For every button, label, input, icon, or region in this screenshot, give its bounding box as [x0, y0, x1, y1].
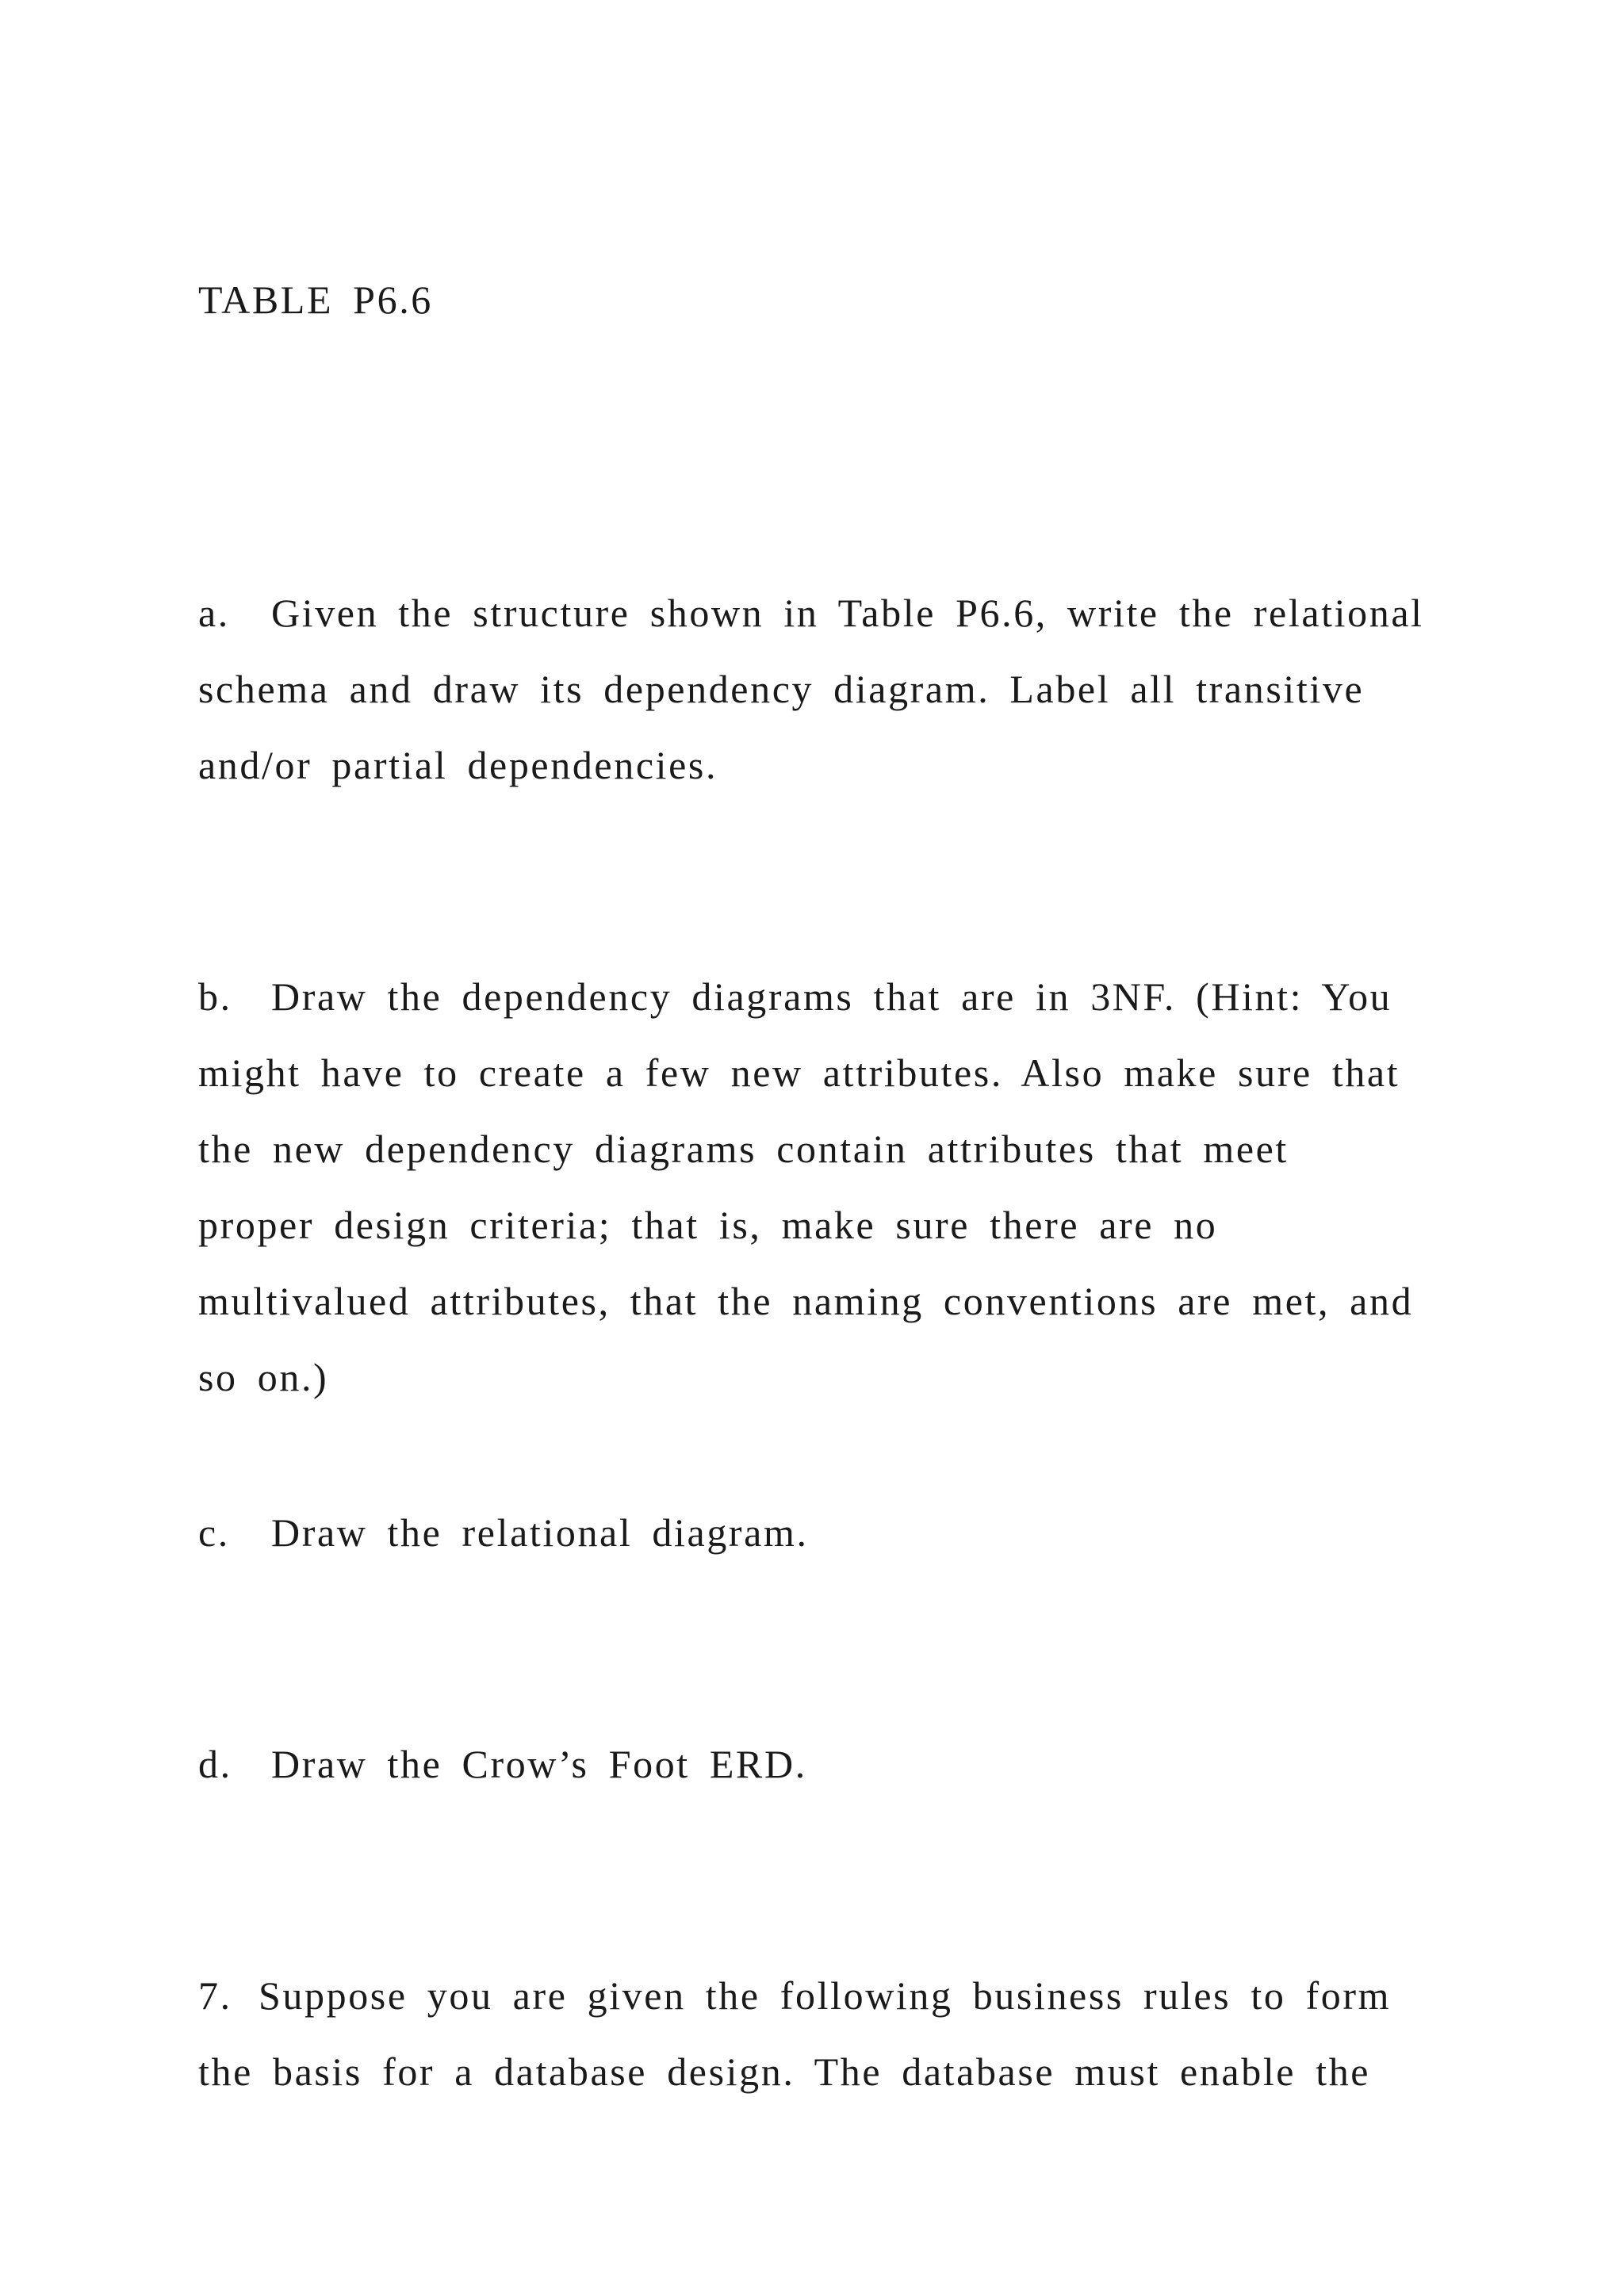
question-7-line-2: the basis for a database design. The database must enable the	[198, 2049, 1371, 2094]
question-c-marker: c.	[198, 1510, 230, 1555]
question-d-line-1: d. Draw the Crow’s Foot ERD.	[198, 1726, 1467, 1802]
question-b-line-5: multivalued attributes, that the naming conventions are met, and	[198, 1279, 1414, 1323]
question-c	[198, 1494, 1467, 1571]
heading-text: TABLE P6.6	[198, 277, 433, 322]
question-d-marker: d.	[198, 1742, 232, 1786]
question-7	[198, 1957, 1467, 2110]
table-heading	[198, 262, 1467, 338]
question-a-line-2: schema and draw its dependency diagram. Label all transitive	[198, 667, 1365, 711]
question-b-line-3: the new dependency diagrams contain attributes that meet	[198, 1127, 1289, 1171]
question-b-line-1: b. Draw the dependency diagrams that are in 3NF. (Hint: You	[198, 959, 1467, 1035]
question-a	[198, 575, 1467, 803]
question-b-line-2: might have to create a few new attributes. Also make sure that	[198, 1050, 1400, 1095]
question-b-line-6: so on.)	[198, 1355, 329, 1399]
question-a-marker: a.	[198, 591, 230, 635]
question-a-line-3: and/or partial dependencies.	[198, 743, 718, 787]
question-7-line-1: 7. Suppose you are given the following business rules to form	[198, 1957, 1467, 2034]
question-b	[198, 959, 1467, 1415]
question-c-line-1: c. Draw the relational diagram.	[198, 1494, 1467, 1571]
question-d	[198, 1726, 1467, 1802]
question-a-line-1: a. Given the structure shown in Table P6.6, write the relational	[198, 575, 1467, 651]
question-7-marker: 7.	[198, 1973, 232, 2018]
question-b-line-4: proper design criteria; that is, make sure there are no	[198, 1203, 1218, 1247]
question-b-marker: b.	[198, 974, 232, 1019]
